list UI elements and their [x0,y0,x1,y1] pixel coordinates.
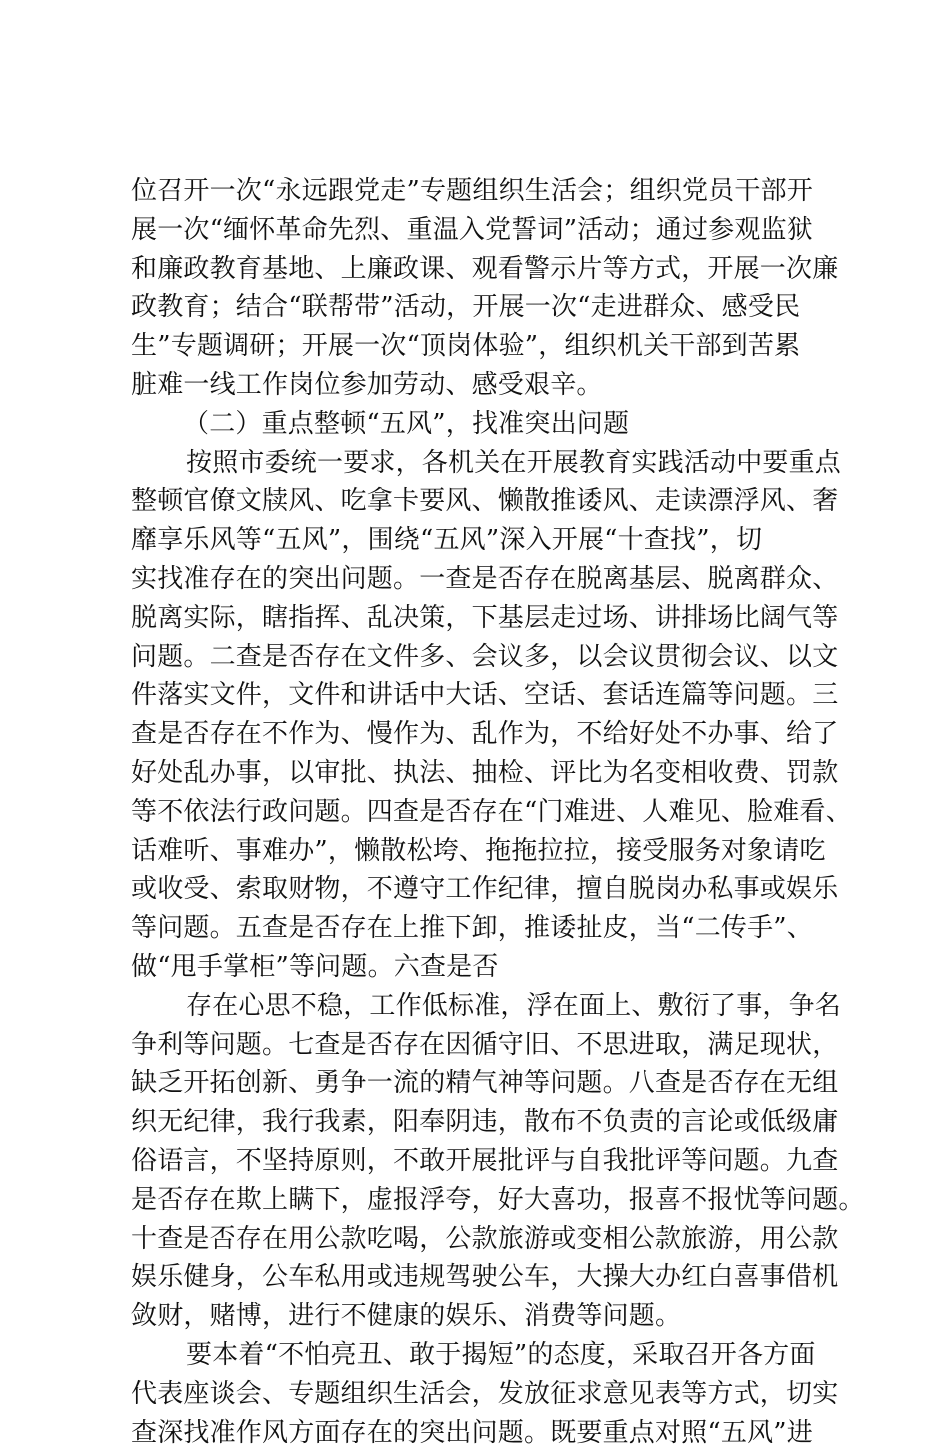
text-line: 实找准存在的突出问题。一查是否存在脱离基层、脱离群众、 [131,560,831,599]
text-line: 整顿官僚文牍风、吃拿卡要风、懒散推诿风、走读漂浮风、奢 [131,482,831,521]
text-line: 件落实文件，文件和讲话中大话、空话、套话连篇等问题。三 [131,676,831,715]
text-line: 等不依法行政问题。四查是否存在“门难进、人难见、脸难看、 [131,793,831,832]
text-line: 展一次“缅怀革命先烈、重温入党誓词”活动；通过参观监狱 [131,211,831,250]
text-line: 做“甩手掌柜”等问题。六查是否 [131,948,831,987]
text-line: 缺乏开拓创新、勇争一流的精气神等问题。八查是否存在无组 [131,1064,831,1103]
text-line: 等问题。五查是否存在上推下卸，推诿扯皮，当“二传手”、 [131,909,831,948]
text-line: 靡享乐风等“五风”，围绕“五风”深入开展“十查找”，切 [131,521,831,560]
text-line: 或收受、索取财物，不遵守工作纪律，擅自脱岗办私事或娱乐 [131,870,831,909]
text-line: 生”专题调研；开展一次“顶岗体验”，组织机关干部到苦累 [131,327,831,366]
text-line: 查深找准作风方面存在的突出问题。既要重点对照“五风”进 [131,1414,831,1452]
text-line: 织无纪律，我行我素，阳奉阴违，散布不负责的言论或低级庸 [131,1103,831,1142]
paragraph-first-line: 按照市委统一要求，各机关在开展教育实践活动中要重点 [131,444,831,483]
text-line: 话难听、事难办”，懒散松垮、拖拖拉拉，接受服务对象请吃 [131,832,831,871]
text-line: 敛财，赌博，进行不健康的娱乐、消费等问题。 [131,1297,831,1336]
paragraph-first-line: 要本着“不怕亮丑、敢于揭短”的态度，采取召开各方面 [131,1336,831,1375]
paragraph-first-line: 存在心思不稳，工作低标准，浮在面上、敷衍了事，争名 [131,987,831,1026]
section-heading: （二）重点整顿“五风”，找准突出问题 [131,405,831,444]
text-line: 脏难一线工作岗位参加劳动、感受艰辛。 [131,366,831,405]
text-line: 争利等问题。七查是否存在因循守旧、不思进取，满足现状， [131,1026,831,1065]
text-line: 脱离实际，瞎指挥、乱决策，下基层走过场、讲排场比阔气等 [131,599,831,638]
text-line: 好处乱办事，以审批、执法、抽检、评比为名变相收费、罚款 [131,754,831,793]
body-text [131,172,831,1452]
text-line: 娱乐健身，公车私用或违规驾驶公车，大操大办红白喜事借机 [131,1258,831,1297]
text-line: 是否存在欺上瞒下，虚报浮夸，好大喜功，报喜不报忧等问题。 [131,1181,831,1220]
text-line: 政教育；结合“联帮带”活动，开展一次“走进群众、感受民 [131,288,831,327]
text-line: 俗语言，不坚持原则，不敢开展批评与自我批评等问题。九查 [131,1142,831,1181]
text-line: 问题。二查是否存在文件多、会议多，以会议贯彻会议、以文 [131,638,831,677]
text-line: 十查是否存在用公款吃喝，公款旅游或变相公款旅游，用公款 [131,1220,831,1259]
text-line: 位召开一次“永远跟党走”专题组织生活会；组织党员干部开 [131,172,831,211]
text-line: 和廉政教育基地、上廉政课、观看警示片等方式，开展一次廉 [131,250,831,289]
text-line: 代表座谈会、专题组织生活会，发放征求意见表等方式，切实 [131,1375,831,1414]
text-line: 查是否存在不作为、慢作为、乱作为，不给好处不办事、给了 [131,715,831,754]
